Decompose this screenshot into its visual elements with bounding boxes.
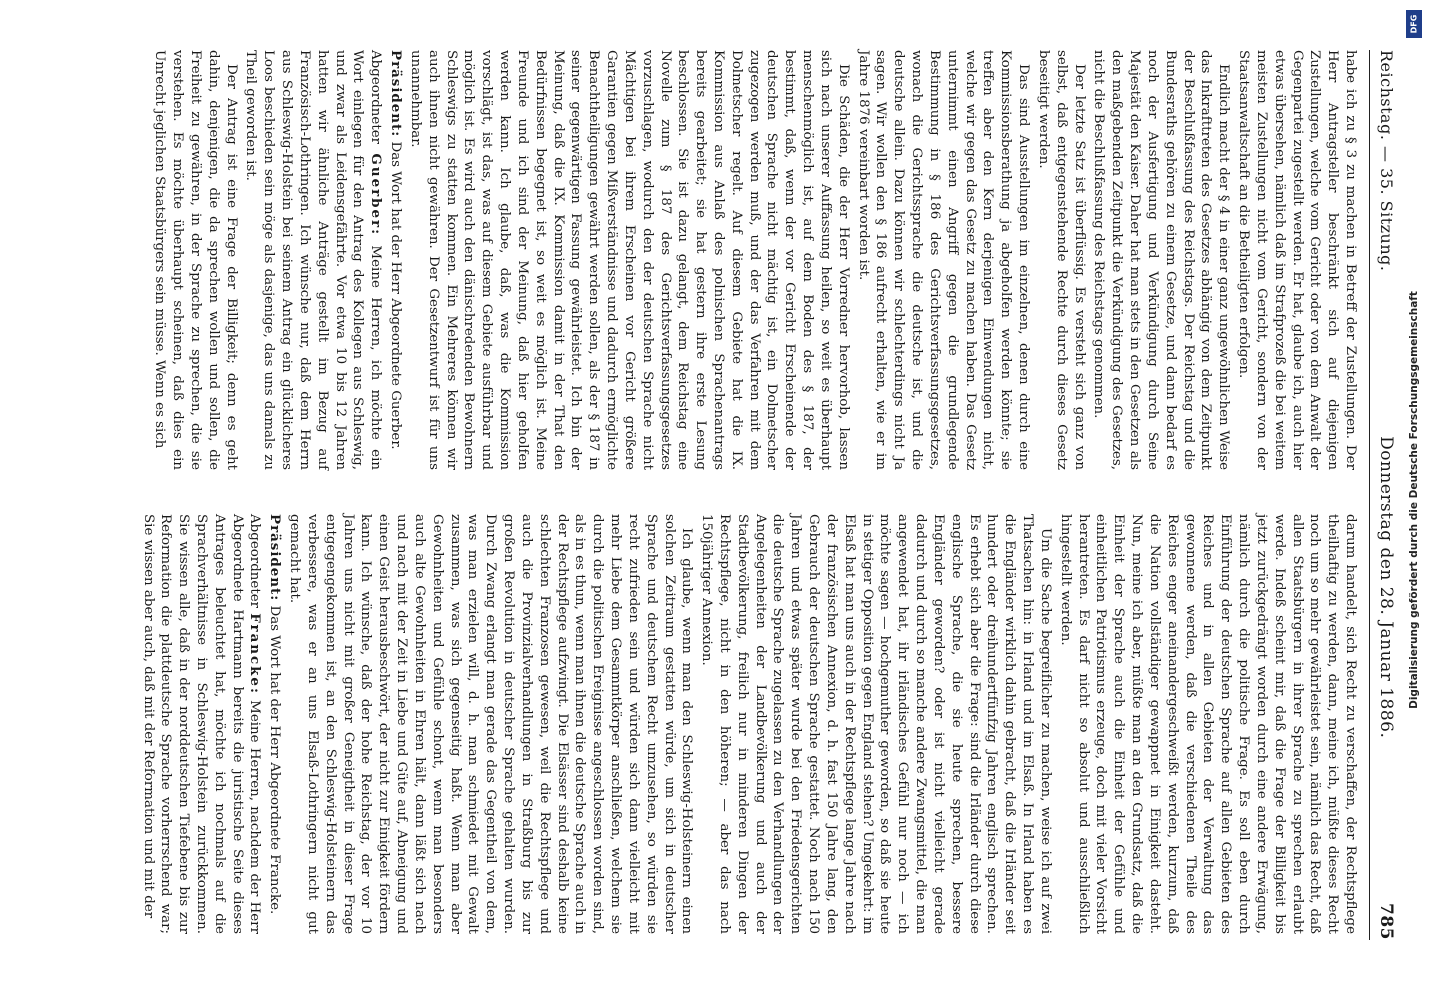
paragraph: Die Schäden, die der Herr Vorredner hervorhob, lassen sich nach unserer Auffassung heilen, so weit es überhaupt menschenmöglich ist, auf dem Boden des § 187, der bestimmt, daß, wenn der vor Gericht Erscheinende der deutschen Sprache nicht mächtig ist, ein Dolmetscher zugezogen werden muß, und der das Verfahren mit dem Dolmetscher regelt. Auf diesem Gebiete hat die IX. Kommission aus Anlaß des polnischen Sprachenantrags bereits gearbeitet; sie hat gestern ihre erste Lesung beschlossen. Sie ist dazu gelangt, dem Reichstag eine Novelle zum § 187 des Gerichtsverfassungsgesetzes vorzuschlagen, wodurch den der deutschen Sprache nicht Mächtigen bei ihrem Erscheinen vor Gericht größere Garantien gegen Mißverständnisse und dadurch ermöglichte Benachtheiligungen gewährt werden sollen, als der § 187 in seiner gegenwärtigen Fassung gewährleistet. Ich bin der Meinung, daß die IX. Kommission damit in der That den Bedürfnissen begegnet ist, so weit es möglich ist. Meine Freunde und ich sind der Meinung, daß hier geholfen werden kann. Ich glaube, daß, was die Kommission vorschlägt, ist das, was auf diesem Gebiete ausführbar und möglich ist. Es wird auch den dänischredenden Bewohnern Schleswigs zu statten kommen. Ein Mehreres können wir auch ihnen nicht gewähren. Der Gesetzentwurf ist für uns unannehmbar. bbox=[407, 50, 851, 470]
header-left: Reichstag. — 35. Sitzung. bbox=[1377, 50, 1396, 272]
speaker-name: Francke: bbox=[247, 613, 264, 695]
speaker-role: Abgeordneter bbox=[368, 50, 384, 145]
president-line bbox=[265, 514, 283, 934]
paragraph: darum handelt, sich Recht zu verschaffen, der Rechtspflege theilhaftig zu werden, dann, meine ich, müßte dieses Recht noch um so mehr gewährleistet sein, nämlich das Recht, daß allen Staatsbürgern in ihrer Sprache zu sprechen erlaubt werde. Indeß scheint mir, daß die Frage der Billigkeit bis jetzt zurückgedrängt worden durch eine andere Erwägung, nämlich durch die politische Frage. Es soll eben durch Einführung der deutschen Sprache auf allen Gebieten des Reiches und in allen Gebieten der Verwaltung das gewonnene werden, daß die verschiedenen Theile des Reiches enger aneinandergeschweißt werden, kurzum, daß die Nation vollständiger gewappnet in Einigkeit dasteht. Nun, meine ich aber, müßte man an den Grundsatz, daß die Einheit der Sprache auch die Einheit der Gefühle und einheitlichen Patriotismus erzeuge, doch mit vieler Vorsicht herantreten. Es darf nicht so absolut und ausschließlich hingestellt werden. bbox=[1057, 514, 1358, 934]
watermark-text: Digitalisierung gefördert durch die Deutsche Forschungsgemeinschaft bbox=[1408, 291, 1420, 709]
text-columns bbox=[137, 50, 1359, 940]
paragraph: Das sind Ausstellungen im einzelnen, denen durch eine Kommissionsberathung ja abgeholfen werden könnte; sie treffen aber den Kern derjenigen Einwendungen nicht, welche wir gegen das Gesetz zu machen haben. Das Gesetz unternimmt einen Angriff gegen die grundlegende Bestimmung in § 186 des Gerichtsverfassungsgesetzes, wonach die Gerichtssprache die deutsche ist, und die deutsche allein. Dazu können wir schlechterdings nicht Ja sagen. Wir wollen den § 186 aufrecht erhalten, wie er im Jahre 1876 vereinbart worden ist. bbox=[855, 50, 1032, 470]
header-date: Donnerstag den 28. Januar 1886. bbox=[1376, 436, 1396, 739]
paragraph: Der Antrag ist eine Frage der Billigkeit; denn es geht dahin, denjenigen, die da sprechen wollen und sollen, die Freiheit zu gewähren, in der Sprache zu sprechen, die sie verstehen. Es möchte überhaupt scheinen, daß dies ein Unrecht jeglichen Staatsbürgers sein müsse. Wenn es sich bbox=[152, 50, 239, 470]
paragraph: habe ich zu § 3 zu machen in Betreff der Zustellungen. Der Herr Antragsteller beschränkt sich auf diejenigen Zustellungen, welche vom Gericht oder von dem Anwalt der Gegenpartei zugestellt werden. Er hat, glaube ich, auch hier etwas übersehen, nämlich daß im Strafprozeß die bei weitem meisten Zustellungen nicht vom Gericht, sondern von der Staatsanwaltschaft an die Betheiligten erfolgen. bbox=[1236, 50, 1358, 470]
president-label: Präsident: bbox=[388, 50, 405, 138]
speech-text: Meine Herren, nachdem der Herr Abgeordnete Hartmann bereits die juristische Seite dieses Antrages beleuchtet hat, möchte ich nochmals auf die Sprachverhältnisse in Schleswig-Holstein zurückkommen. Sie wissen alle, daß in der norddeutschen Tiefebene bis zur Reformation die plattdeutsche Sprache vorherrschend war; Sie wissen aber auch, daß mit der Reformation und mit der bbox=[140, 514, 263, 934]
paragraph: Der letzte Satz ist überflüssig. Es versteht sich ganz von selbst, daß entgegenstehende Rechte durch dieses Gesetz beseitigt werden. bbox=[1035, 50, 1087, 470]
speaker-intro bbox=[242, 50, 385, 470]
right-column bbox=[137, 514, 1359, 934]
left-column bbox=[137, 50, 1359, 470]
speaker-name: Guerber: bbox=[368, 153, 385, 237]
president-line bbox=[386, 50, 404, 470]
page-number: 785 bbox=[1376, 902, 1396, 940]
paragraph: Ich glaube, wenn man den Schleswig-Holsteinern einen solchen Zeitraum gestatten würde, um sich in deutscher Sprache und deutschem Recht umzusehen, so würden sie recht zufrieden sein und würden sich dann vielleicht mit mehr Liebe dem Gesammtkörper anschließen, welchem sie durch die politischen Ereignisse angeschlossen worden sind, als in es thun, wenn man ihnen die deutsche Sprache auch in der Rechtspflege aufzwingt. Die Elsässer sind deshalb keine schlechten Franzosen gewesen, weil die Rechtspflege und auch die Provinzialverhandlungen in Straßburg bis zur großen Revolution in deutscher Sprache gehalten wurden. Durch Zwang erlangt man gerade das Gegentheil von dem, was man erzielen will, d. h. man schmiedet mit Gewalt zusammen, was sich gegenseitig haßt. Wenn man aber Gewohnheiten und Gefühle schont, wenn man besonders auch alte Gewohnheiten in Ehren hält, dann läßt sich nach und nach mit der Zeit in Liebe und Güte auf, Abneigung und einen Geist herausbeschwört, der nicht zur Einigkeit fördern kann. Ich wünsche, daß der hohe Reichstag, der vor 10 Jahren uns nicht mit großer Geneigtheit in dieser Frage entgegengekommen ist, an den Schleswig-Holsteinern das verbessere, was er an uns Elsaß-Lothringern nicht gut gemacht hat. bbox=[287, 514, 695, 934]
speech-text: Meine Herren, ich möchte ein Wort einlegen für den Antrag des Kollegen aus Schleswig, und zwar als Leidensgefährte. Vor etwa 10 bis 12 Jahren hatten wir ähnliche Anträge gestellt im Bezug auf Französisch-Lothringen. Ich wünsche nur, daß dem Herrn aus Schleswig-Holstein bei seinem Antrag ein glücklicheres Loos beschieden sein möge als dasjenige, das uns damals zu Theil geworden ist. bbox=[243, 50, 384, 470]
president-label: Präsident: bbox=[267, 514, 284, 602]
president-text: Das Wort hat der Herr Abgeordnete Guerber. bbox=[388, 141, 404, 450]
president-text: Das Wort hat der Herr Abgeordnete Francke. bbox=[267, 605, 283, 915]
digitization-watermark bbox=[1404, 0, 1424, 1000]
speaker-intro bbox=[139, 514, 264, 934]
paragraph: Endlich macht der § 4 in einer ganz ungewöhnlichen Weise das Inkrafttreten des Gesetzes abhängig von dem Zeitpunkt der Beschlußfassung des Reichstags. Der Reichstag und die Bundesraths gehören zu einem Gesetze, und dann bedarf es noch der Ausfertigung und Verkündigung durch Seine Majestät den Kaiser. Daher hat man stets in den Gesetzen als den maßgebenden Zeitpunkt die Verkündigung des Gesetzes, nicht die Beschlußfassung des Reichstags genommen. bbox=[1091, 50, 1232, 470]
speaker-role: Abgeordneter bbox=[247, 514, 263, 609]
running-head bbox=[1369, 50, 1396, 940]
dfg-logo: DFG bbox=[1406, 10, 1422, 38]
paragraph: Um die Sache begreiflicher zu machen, weise ich auf zwei Thatsachen hin: in Irland und im Elsaß. In Irland haben es die Engländer wirklich dahin gebracht, daß die Irländer seit hundert oder dreihundertfünfzig Jahren englisch sprechen. Es erhebt sich aber die Frage: sind die Irländer durch diese englische Sprache, die sie heute sprechen, bessere Engländer geworden? oder ist nicht vielleicht gerade dadurch und durch so manche andere Zwangsmittel, die man angewendet hat, ihr irländisches Gefühl nur noch — ich möchte sagen — hochgemuther geworden, so daß sie heute in stetiger Opposition gegen England stehen? Umgekehrt: im Elsaß hat man uns auch in der Rechtspflege lange Jahre nach der französischen Annexion, d. h. fast 150 Jahre lang, den Gebrauch der deutschen Sprache gestattet. Noch nach 150 Jahren und etwas später wurde bei den Friedensgerichten die deutsche Sprache zugelassen zu den Verhandlungen der Angelegenheiten der Landbevölkerung und auch der Stadtbevölkerung, freilich nur in minderen Dingen der Rechtspflege, nicht in den höheren; — aber das nach 150jähriger Annexion. bbox=[699, 514, 1053, 934]
